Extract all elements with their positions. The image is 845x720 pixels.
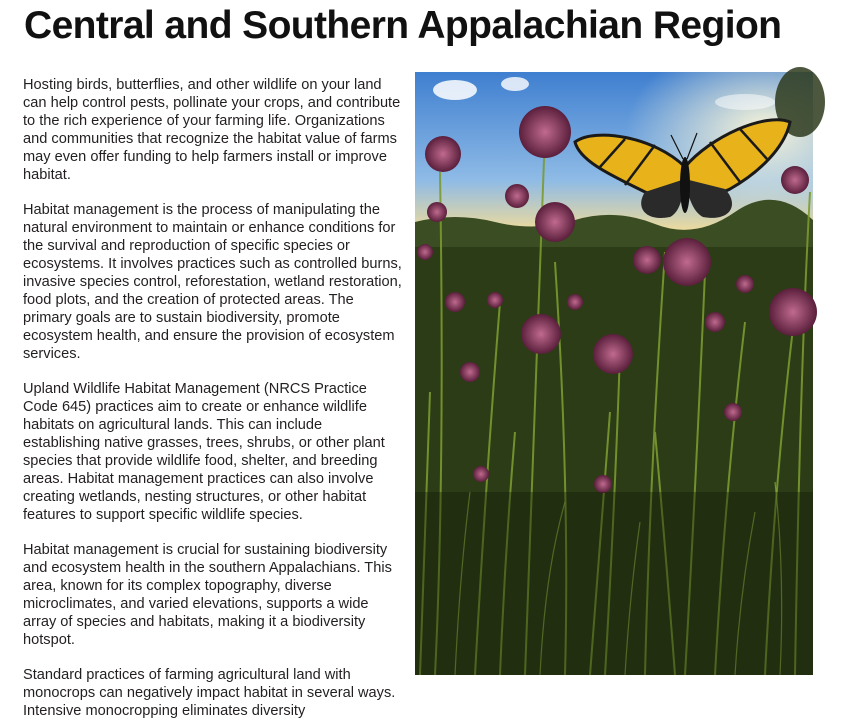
page-title: Central and Southern Appalachian Region — [24, 4, 782, 47]
paragraph-upland-wildlife: Upland Wildlife Habitat Management (NRCS Practice Code 645) practices aim to create or enhance wildlife habitats on agricultural lands. This can include establishing native grasses, trees, shrubs, or other plant species that provide wildlife food, shelter, and breeding areas. Habitat management practices can also involve creating wetlands, nesting structures, or other habitat features to support specific wildlife species. — [23, 381, 385, 523]
paragraph-habitat-management: Habitat management is the process of manipulating the natural environment to maintain or enhance conditions for the survival and reproduction of specific species or ecosystems. It involves practices such as controlled burns, invasive species control, reforestation, wetland restoration, food plots, and the creation of protected areas. The primary goals are to sustain biodiversity, promote ecosystem health, and ensure the provision of ecosystem services. — [23, 202, 402, 362]
butterfly-photo — [415, 72, 813, 675]
paragraph-intro: Hosting birds, butterflies, and other wildlife on your land can help control pests, pollinate your crops, and contribute to the rich experience of your farming life. Organizations and communities that recognize the habitat value of farms may even offer funding to help farmers install or improve habitat. — [23, 77, 401, 183]
butterfly-on-wildflowers-photo — [415, 72, 813, 675]
paragraph-appalachians: Habitat management is crucial for sustaining biodiversity and ecosystem health in the southern Appalachians. This area, known for its complex topography, diverse microclimates, and varied elevations, supports a wide array of species and habitats, making it a biodiversity hotspot. — [23, 542, 392, 648]
paragraph-monocrops: Standard practices of farming agricultural land with monocrops can negatively impact habitat in several ways. Intensive monocropping eliminates diversity — [23, 667, 396, 719]
body-text-column — [23, 76, 403, 719]
